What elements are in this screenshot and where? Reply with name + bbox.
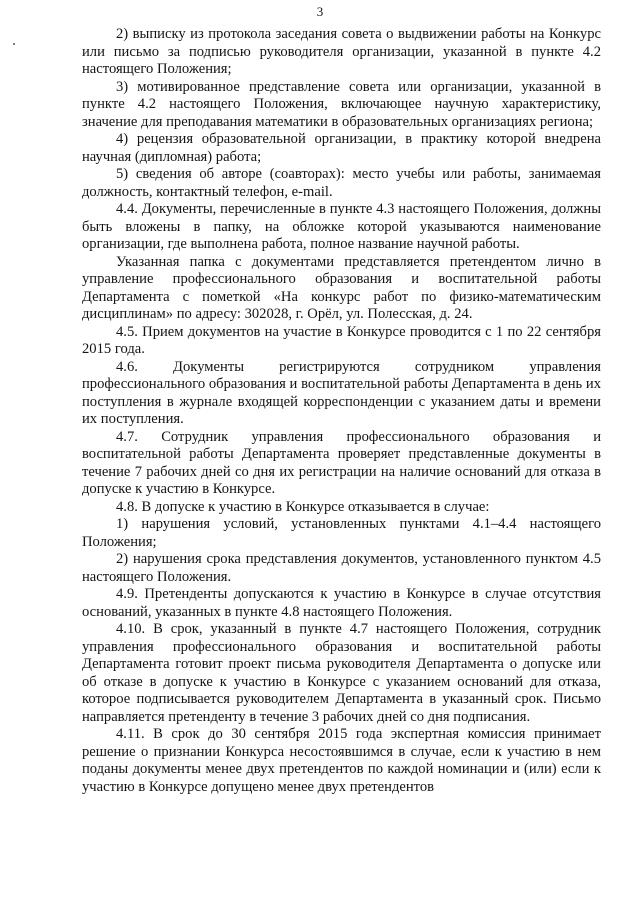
paragraph-refusal-reason-1: 1) нарушения условий, установленных пунктами 4.1–4.4 настоящего Положения; (82, 516, 601, 550)
paragraph-item-4-review: 4) рецензия образовательной организации, в практику которой внедрена научная (дипломная) работа; (82, 131, 601, 165)
paragraph-4-5-acceptance-period: 4.5. Прием документов на участие в Конкурсе проводится с 1 по 22 сентября 2015 года. (82, 323, 601, 357)
paragraph-4-11-commission: 4.11. В срок до 30 сентября 2015 года экспертная комиссия принимает решение о признании Конкурса несостоявшимся в случае, если к участию в нем поданы документы менее двух претендентов по каждой номинации и (или) если к участию в Конкурсе допущено менее двух претендентов (82, 726, 601, 795)
page-number: 3 (316, 4, 324, 19)
paragraph-4-7-verification: 4.7. Сотрудник управления профессионального образования и воспитательной работы Департамента проверяет представленные документы в течение 7 рабочих дней со дня их регистрации на наличие оснований для отказа в допуске к участию в Конкурсе. (82, 428, 601, 497)
document-body (82, 26, 601, 796)
paragraph-item-5-author-info: 5) сведения об авторе (соавторах): место учебы или работы, занимаемая должность, контактный телефон, e-mail. (82, 166, 601, 200)
paragraph-4-9-admission: 4.9. Претенденты допускаются к участию в Конкурсе в случае отсутствия оснований, указанных в пункте 4.8 настоящего Положения. (82, 586, 601, 620)
paragraph-item-2-protocol-extract: 2) выписку из протокола заседания совета о выдвижении работы на Конкурс или письмо за подписью руководителя организации, указанной в пункте 4.2 настоящего Положения; (82, 26, 601, 77)
paragraph-refusal-reason-2: 2) нарушения срока представления документов, установленного пунктом 4.5 настоящего Положения. (82, 551, 601, 585)
paragraph-4-4-folder: 4.4. Документы, перечисленные в пункте 4.3 настоящего Положения, должны быть вложены в папку, на обложке которой указываются наименование организации, где выполнена работа, полное название научной работы. (82, 201, 601, 252)
paragraph-folder-submission: Указанная папка с документами представляется претендентом лично в управление профессионального образования и воспитательной работы Департамента с пометкой «На конкурс работ по физико-математическим дисциплинам» по адресу: 302028, г. Орёл, ул. Полесская, д. 24. (82, 253, 601, 322)
paragraph-4-6-registration: 4.6. Документы регистрируются сотрудником управления профессионального образования и воспитательной работы Департамента в день их поступления в журнале входящей корреспонденции с указанием даты и времени их поступления. (82, 358, 601, 427)
scan-speck (13, 43, 15, 45)
paragraph-4-10-letter: 4.10. В срок, указанный в пункте 4.7 настоящего Положения, сотрудник управления профессионального образования и воспитательной работы Департамента готовит проект письма руководителя Департамента о допуске или об отказе в допуске к участию в Конкурсе с указанием оснований для отказа, которое подписывается руководителем Департамента в указанный срок. Письмо направляется претенденту в течение 3 рабочих дней со дня подписания. (82, 621, 601, 725)
paragraph-item-3-motivated-submission: 3) мотивированное представление совета или организации, указанной в пункте 4.2 настоящего Положения, включающее научную характеристику, значение для преподавания математики в образовательных организациях региона; (82, 78, 601, 130)
paragraph-4-8-refusal: 4.8. В допуске к участию в Конкурсе отказывается в случае: (116, 498, 490, 515)
